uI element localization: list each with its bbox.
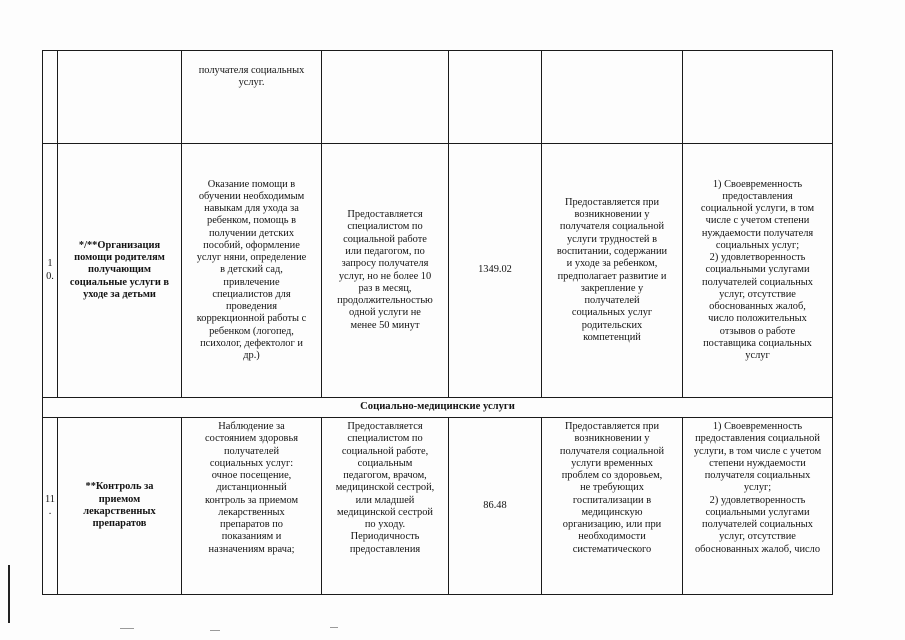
table-row-10 — [43, 144, 833, 398]
section-title: Социально-медицинские услуги — [43, 398, 833, 418]
cell-provision — [322, 51, 449, 144]
table-row-continued — [43, 51, 833, 144]
row11-conditions: Предоставляется при возникновении у получателя социальной услуги временных проблем со здоровьем, не требующих госпитализации в медицинскую организацию, или при необходимости систематического — [542, 418, 683, 595]
row10-service-content: Оказание помощи в обучении необходимым навыкам для ухода за ребенком, помощь в получении детских пособий, оформление услуг няни, определение в детский сад, привлечение специалистов для проведения коррекционной работы с ребенком (логопед, психолог, дефектолог и др.) — [182, 144, 322, 398]
row11-provision: Предоставляется специалистом по социальной работе, социальным педагогом, врачом, медицинской сестрой, или младшей медицинской сестрой по уходу. Периодичность предоставления — [322, 418, 449, 595]
cell-name — [58, 51, 182, 144]
scan-speck — [210, 630, 220, 631]
cell-content: получателя социальных услуг. — [182, 51, 322, 144]
scan-speck — [120, 628, 134, 629]
row10-service-name: */**Организация помощи родителям получающим социальные услуги в уходе за детьми — [58, 144, 182, 398]
row11-service-name: **Контроль за приемом лекарственных препаратов — [58, 418, 182, 595]
row11-price: 86.48 — [449, 418, 542, 595]
cell-price — [449, 51, 542, 144]
cell-number — [43, 51, 58, 144]
cell-conditions — [542, 51, 683, 144]
row10-conditions: Предоставляется при возникновении у получателя социальной услуги трудностей в воспитании, содержании и уходе за ребенком, предполагает развитие и закрепление у получателей социальных услуг родительских компетенций — [542, 144, 683, 398]
row11-number: 11. — [43, 418, 58, 595]
row11-service-content: Наблюдение за состоянием здоровья получателей социальных услуг: очное посещение, дистанционный контроль за приемом лекарственных препаратов по показаниям и назначениям врача; — [182, 418, 322, 595]
section-header-row — [43, 398, 833, 418]
services-table — [42, 50, 833, 595]
row10-price: 1349.02 — [449, 144, 542, 398]
scan-speck — [330, 627, 338, 628]
row10-provision: Предоставляется специалистом по социальной работе или педагогом, по запросу получателя услуг, но не более 10 раз в месяц, продолжительностью одной услуги не менее 50 минут — [322, 144, 449, 398]
table-row-11 — [43, 418, 833, 595]
row10-number: 10. — [43, 144, 58, 398]
row10-criteria: 1) Своевременность предоставления социальной услуги, в том числе с учетом степени нуждаемости получателя социальных услуг; 2) удовлетворенность социальными услугами получателей социальных услуг, отсутствие обоснованных жалоб, число положительных отзывов о работе поставщика социальных услуг — [683, 144, 833, 398]
row11-criteria: 1) Своевременность предоставления социальной услуги, в том числе с учетом степени нуждаемости получателя социальных услуг; 2) удовлетворенность социальными услугами получателей социальных услуг, отсутствие обоснованных жалоб, число — [683, 418, 833, 595]
cell-criteria — [683, 51, 833, 144]
scan-margin-mark — [8, 565, 10, 623]
